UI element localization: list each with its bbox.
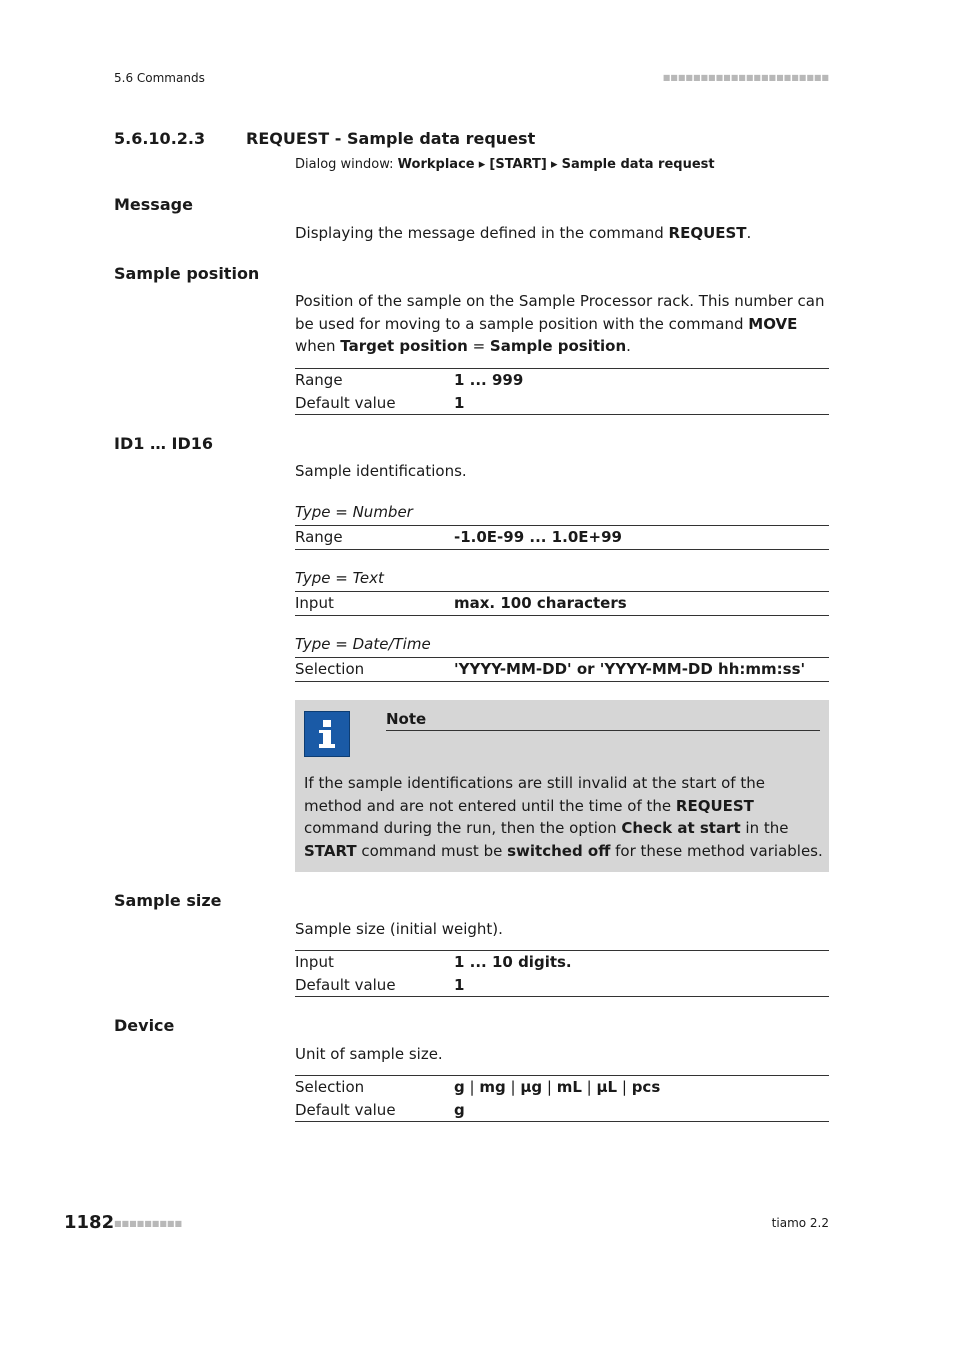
table-row bbox=[295, 951, 829, 974]
row-key: Selection bbox=[295, 1078, 365, 1097]
param-label-sample-position: Sample position bbox=[114, 264, 260, 283]
unit-separator: | bbox=[464, 1078, 480, 1097]
bold-text: Target position bbox=[340, 337, 468, 355]
row-key: Input bbox=[295, 594, 334, 613]
row-value: 'YYYY-MM-DD' or 'YYYY-MM-DD hh:mm:ss' bbox=[454, 660, 806, 679]
bold-text: REQUEST bbox=[668, 224, 747, 242]
message-description bbox=[295, 222, 829, 245]
footer-product: tiamo 2.2 bbox=[771, 1216, 829, 1230]
row-key: Range bbox=[295, 528, 343, 547]
device-description: Unit of sample size. bbox=[295, 1045, 443, 1063]
table-row bbox=[295, 974, 829, 997]
running-header-section: 5.6 Commands bbox=[114, 71, 205, 85]
unit-option: µL bbox=[596, 1078, 618, 1097]
dialog-sep: ▸ bbox=[546, 157, 562, 172]
param-label-sample-size: Sample size bbox=[114, 891, 222, 910]
unit-option: µg bbox=[520, 1078, 543, 1097]
sample-position-description bbox=[295, 290, 829, 358]
ids-description: Sample identifications. bbox=[295, 462, 467, 480]
row-key: Range bbox=[295, 371, 343, 390]
sample-size-table bbox=[295, 950, 829, 997]
param-label-ids: ID1 … ID16 bbox=[114, 434, 214, 453]
table-row bbox=[295, 526, 829, 550]
table-row bbox=[295, 592, 829, 616]
row-value: -1.0E-99 ... 1.0E+99 bbox=[454, 528, 622, 547]
dialog-path-workplace: Workplace bbox=[397, 157, 475, 172]
row-value: 1 ... 10 digits. bbox=[454, 953, 572, 972]
param-label-device: Device bbox=[114, 1016, 175, 1035]
footer-dots: ■■■■■■■■■ bbox=[114, 1219, 183, 1228]
type-label-text: Type = Text bbox=[295, 569, 384, 587]
unit-option: g bbox=[454, 1078, 465, 1097]
bold-text: START bbox=[304, 841, 357, 860]
text: If the sample identifications are still invalid at the start of the method and are not entered until the time of the bbox=[304, 774, 765, 815]
text: command must be bbox=[356, 841, 508, 860]
unit-option: mg bbox=[479, 1078, 506, 1097]
table-row bbox=[295, 1076, 829, 1099]
unit-option: mL bbox=[556, 1078, 582, 1097]
note-box bbox=[295, 700, 829, 872]
text: Position of the sample on the Sample Processor rack. This number can be used for moving to a sample position with the command bbox=[295, 292, 825, 333]
ids-datetime-table bbox=[295, 657, 829, 682]
unit-separator: | bbox=[581, 1078, 597, 1097]
sample-position-table bbox=[295, 368, 829, 415]
row-value: 1 bbox=[454, 393, 465, 412]
param-label-message: Message bbox=[114, 195, 193, 214]
row-key: Selection bbox=[295, 660, 365, 679]
header-dots: ■■■■■■■■■■■■■■■■■■■■■■ bbox=[662, 73, 829, 82]
text: = bbox=[467, 337, 490, 355]
page-number: 1182 bbox=[64, 1212, 115, 1233]
unit-option: pcs bbox=[631, 1078, 661, 1097]
unit-separator: | bbox=[617, 1078, 632, 1097]
ids-number-table bbox=[295, 525, 829, 550]
dialog-path-window: Sample data request bbox=[561, 157, 715, 172]
type-label-datetime: Type = Date/Time bbox=[295, 635, 431, 653]
bold-text: switched off bbox=[507, 841, 611, 860]
type-label-number: Type = Number bbox=[295, 503, 413, 521]
unit-selection-list bbox=[454, 1076, 829, 1099]
text: Displaying the message defined in the command bbox=[295, 224, 669, 242]
note-text bbox=[304, 772, 824, 862]
unit-separator: | bbox=[505, 1078, 521, 1097]
text: when bbox=[295, 337, 341, 355]
row-value: max. 100 characters bbox=[454, 594, 627, 613]
dialog-prefix: Dialog window: bbox=[295, 157, 398, 172]
text: . bbox=[746, 224, 752, 242]
row-value: 1 bbox=[454, 975, 465, 994]
row-key: Default value bbox=[295, 1100, 396, 1119]
table-row bbox=[295, 1099, 829, 1122]
info-icon bbox=[304, 711, 350, 757]
bold-text: REQUEST bbox=[675, 796, 754, 815]
unit-separator: | bbox=[542, 1078, 557, 1097]
bold-text: MOVE bbox=[748, 314, 798, 333]
bold-text: Sample position bbox=[489, 337, 627, 355]
row-value: g bbox=[454, 1100, 465, 1119]
dialog-sep: ▸ bbox=[474, 157, 490, 172]
row-key: Default value bbox=[295, 975, 396, 994]
row-key: Default value bbox=[295, 393, 396, 412]
section-title: REQUEST - Sample data request bbox=[246, 129, 536, 148]
table-row bbox=[295, 392, 829, 415]
row-key: Input bbox=[295, 953, 334, 972]
device-table bbox=[295, 1075, 829, 1122]
section-number: 5.6.10.2.3 bbox=[114, 129, 206, 148]
text: for these method variables. bbox=[610, 841, 823, 860]
text: command during the run, then the option bbox=[304, 819, 622, 837]
bold-text: Check at start bbox=[621, 819, 741, 837]
dialog-path-start: [START] bbox=[489, 157, 547, 172]
table-row bbox=[295, 658, 829, 682]
row-value: 1 ... 999 bbox=[454, 371, 524, 390]
table-row bbox=[295, 369, 829, 392]
sample-size-description: Sample size (initial weight). bbox=[295, 920, 503, 938]
text: . bbox=[626, 337, 631, 355]
text: in the bbox=[740, 819, 789, 837]
note-title: Note bbox=[386, 710, 820, 731]
ids-text-table bbox=[295, 591, 829, 616]
dialog-path bbox=[295, 157, 715, 172]
